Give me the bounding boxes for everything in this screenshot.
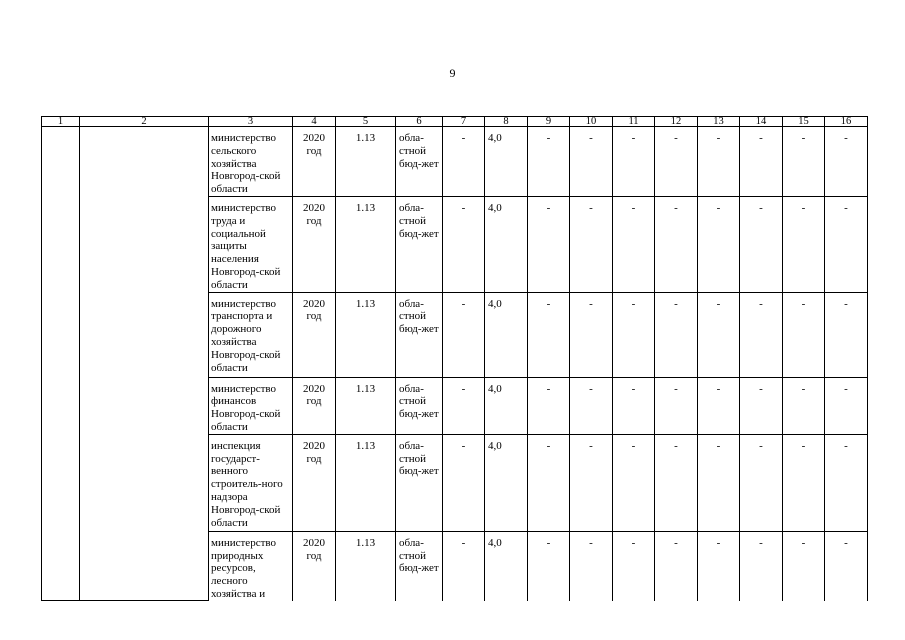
table-body: [42, 117, 868, 601]
page-number: 9: [449, 66, 456, 80]
col14-cell: -: [740, 196, 783, 292]
col12-cell: -: [655, 292, 698, 377]
col16-cell: -: [825, 531, 868, 600]
col9-cell: -: [528, 292, 570, 377]
code-cell: 1.13: [336, 377, 396, 434]
col7-cell: -: [443, 292, 485, 377]
code-cell: 1.13: [336, 127, 396, 197]
col16-cell: -: [825, 127, 868, 197]
funding-source-cell: обла-стной бюд-жет: [396, 434, 443, 531]
amount-cell: 4,0: [485, 292, 528, 377]
col13-cell: -: [698, 127, 740, 197]
table-row: [42, 127, 868, 197]
column-number-12: 12: [655, 117, 698, 127]
col10-cell: -: [570, 196, 613, 292]
column-number-row: [42, 117, 868, 127]
col7-cell: -: [443, 377, 485, 434]
col11-cell: -: [613, 127, 655, 197]
year-cell: 2020 год: [293, 196, 336, 292]
col12-cell: -: [655, 377, 698, 434]
col14-cell: -: [740, 531, 783, 600]
year-cell: 2020 год: [293, 292, 336, 377]
col9-cell: -: [528, 434, 570, 531]
col14-cell: -: [740, 292, 783, 377]
code-cell: 1.13: [336, 196, 396, 292]
column-number-1: 1: [42, 117, 80, 127]
funding-source-cell: обла-стной бюд-жет: [396, 377, 443, 434]
col15-cell: -: [783, 127, 825, 197]
col12-cell: -: [655, 196, 698, 292]
col12-cell: -: [655, 434, 698, 531]
col9-cell: -: [528, 377, 570, 434]
col10-cell: -: [570, 377, 613, 434]
column-number-6: 6: [396, 117, 443, 127]
year-cell: 2020 год: [293, 377, 336, 434]
amount-cell: 4,0: [485, 531, 528, 600]
col11-cell: -: [613, 377, 655, 434]
col10-cell: -: [570, 292, 613, 377]
column-number-3: 3: [209, 117, 293, 127]
col13-cell: -: [698, 531, 740, 600]
col14-cell: -: [740, 434, 783, 531]
col10-cell: -: [570, 531, 613, 600]
col9-cell: -: [528, 127, 570, 197]
organization-cell: министерство сельского хозяйства Новгород-ской области: [209, 127, 293, 197]
col7-cell: -: [443, 196, 485, 292]
col12-cell: -: [655, 531, 698, 600]
col1-cell: [42, 127, 80, 601]
code-cell: 1.13: [336, 292, 396, 377]
column-number-15: 15: [783, 117, 825, 127]
amount-cell: 4,0: [485, 196, 528, 292]
column-number-14: 14: [740, 117, 783, 127]
organization-cell: министерство финансов Новгород-ской области: [209, 377, 293, 434]
col11-cell: -: [613, 531, 655, 600]
col14-cell: -: [740, 377, 783, 434]
col7-cell: -: [443, 434, 485, 531]
funding-source-cell: обла-стной бюд-жет: [396, 292, 443, 377]
code-cell: 1.13: [336, 531, 396, 600]
col9-cell: -: [528, 196, 570, 292]
col2-cell: [80, 127, 209, 601]
col15-cell: -: [783, 377, 825, 434]
col15-cell: -: [783, 292, 825, 377]
col10-cell: -: [570, 127, 613, 197]
col11-cell: -: [613, 196, 655, 292]
col16-cell: -: [825, 196, 868, 292]
column-number-10: 10: [570, 117, 613, 127]
column-number-8: 8: [485, 117, 528, 127]
col10-cell: -: [570, 434, 613, 531]
col16-cell: -: [825, 292, 868, 377]
funding-source-cell: обла-стной бюд-жет: [396, 196, 443, 292]
year-cell: 2020 год: [293, 531, 336, 600]
organization-cell: министерство природных ресурсов, лесного хозяйства и: [209, 531, 293, 600]
col13-cell: -: [698, 196, 740, 292]
year-cell: 2020 год: [293, 434, 336, 531]
col7-cell: -: [443, 127, 485, 197]
col16-cell: -: [825, 434, 868, 531]
col15-cell: -: [783, 196, 825, 292]
col11-cell: -: [613, 434, 655, 531]
col7-cell: -: [443, 531, 485, 600]
column-number-7: 7: [443, 117, 485, 127]
column-number-4: 4: [293, 117, 336, 127]
col15-cell: -: [783, 434, 825, 531]
column-number-16: 16: [825, 117, 868, 127]
code-cell: 1.13: [336, 434, 396, 531]
amount-cell: 4,0: [485, 127, 528, 197]
col12-cell: -: [655, 127, 698, 197]
col16-cell: -: [825, 377, 868, 434]
col15-cell: -: [783, 531, 825, 600]
col14-cell: -: [740, 127, 783, 197]
column-number-13: 13: [698, 117, 740, 127]
amount-cell: 4,0: [485, 434, 528, 531]
col13-cell: -: [698, 292, 740, 377]
year-cell: 2020 год: [293, 127, 336, 197]
column-number-5: 5: [336, 117, 396, 127]
budget-table: [41, 116, 868, 601]
organization-cell: министерство транспорта и дорожного хозяйства Новгород-ской области: [209, 292, 293, 377]
amount-cell: 4,0: [485, 377, 528, 434]
column-number-2: 2: [80, 117, 209, 127]
funding-source-cell: обла-стной бюд-жет: [396, 127, 443, 197]
col13-cell: -: [698, 434, 740, 531]
organization-cell: инспекция государст-венного строитель-ного надзора Новгород-ской области: [209, 434, 293, 531]
column-number-11: 11: [613, 117, 655, 127]
column-number-9: 9: [528, 117, 570, 127]
col9-cell: -: [528, 531, 570, 600]
organization-cell: министерство труда и социальной защиты населения Новгород-ской области: [209, 196, 293, 292]
col13-cell: -: [698, 377, 740, 434]
col11-cell: -: [613, 292, 655, 377]
funding-source-cell: обла-стной бюд-жет: [396, 531, 443, 600]
